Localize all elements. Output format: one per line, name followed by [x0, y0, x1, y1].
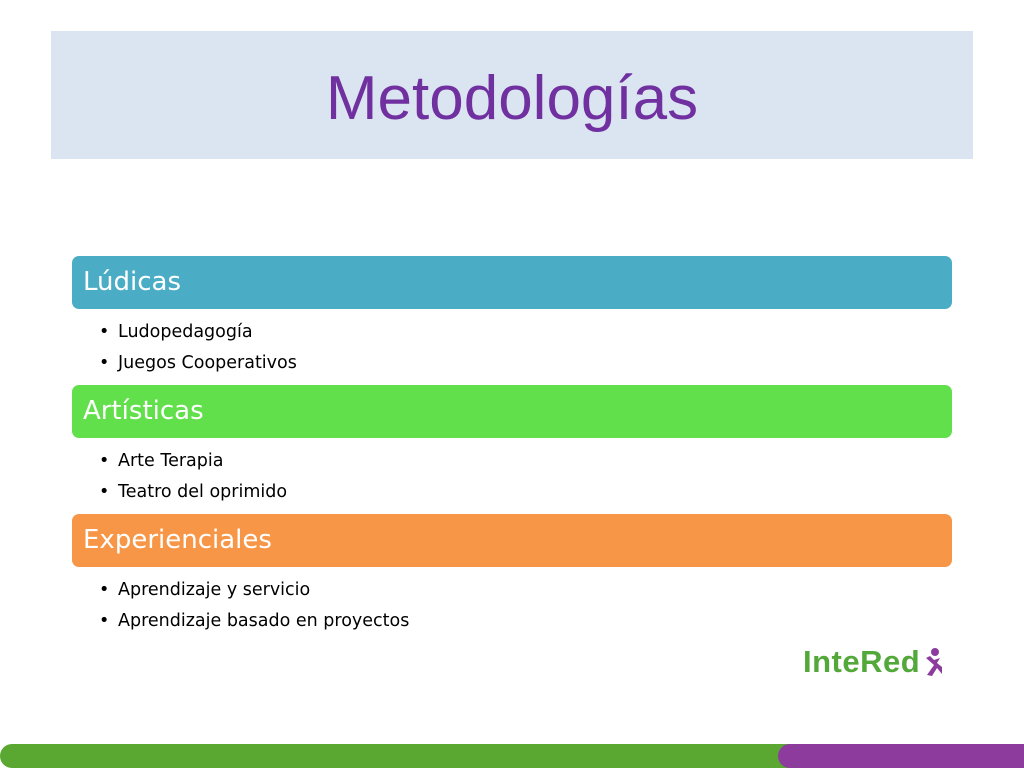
list-item [99, 606, 952, 637]
category-ludicas [72, 256, 952, 385]
bullet-icon: • [99, 482, 110, 502]
category-items [72, 309, 952, 385]
category-items [72, 567, 952, 643]
list-item-label: Arte Terapia [118, 451, 224, 471]
category-label: Lúdicas [83, 266, 182, 297]
bullet-icon: • [99, 580, 110, 600]
list-item [99, 477, 952, 508]
footer-bar-purple [778, 744, 1024, 768]
category-bar [72, 514, 952, 567]
footer-bar [0, 744, 1024, 768]
bullet-icon: • [99, 322, 110, 342]
logo-text: InteRed [803, 644, 921, 679]
bullet-icon: • [99, 451, 110, 471]
category-bar [72, 385, 952, 438]
bullet-icon: • [99, 611, 110, 631]
category-label: Experienciales [83, 524, 272, 555]
list-item-label: Ludopedagogía [118, 322, 253, 342]
list-item-label: Aprendizaje y servicio [118, 580, 311, 600]
list-item-label: Teatro del oprimido [118, 482, 288, 502]
intered-logo [803, 640, 943, 684]
slide-title: Metodologías [325, 64, 699, 133]
category-artisticas [72, 385, 952, 514]
title-band [51, 31, 973, 159]
list-item-label: Juegos Cooperativos [118, 353, 297, 373]
category-experienciales [72, 514, 952, 643]
list-item [99, 446, 952, 477]
list-item-label: Aprendizaje basado en proyectos [118, 611, 410, 631]
footer-bar-green [0, 744, 800, 768]
category-items [72, 438, 952, 514]
bullet-icon: • [99, 353, 110, 373]
category-label: Artísticas [83, 395, 204, 426]
categories-list [72, 256, 952, 643]
list-item [99, 348, 952, 379]
category-bar [72, 256, 952, 309]
list-item [99, 317, 952, 348]
list-item [99, 575, 952, 606]
intered-figure-icon [923, 647, 943, 677]
